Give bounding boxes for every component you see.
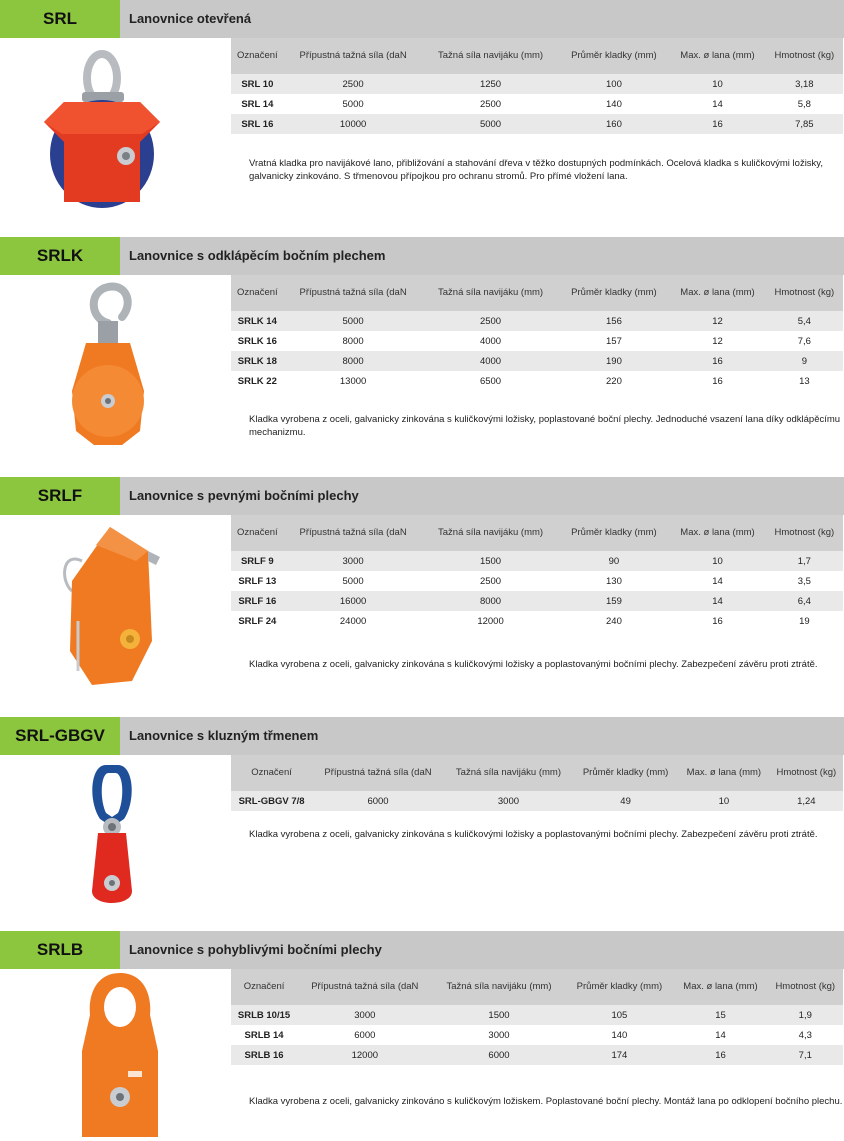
cell: 190	[559, 351, 670, 371]
table-row	[231, 331, 843, 351]
cell: 5,8	[797, 98, 811, 110]
cell: 2500	[284, 74, 423, 94]
cell: 10	[669, 74, 765, 94]
cell: 90	[559, 551, 670, 571]
section-header	[0, 237, 844, 275]
cell: 7,1	[768, 1045, 843, 1065]
cell: 3,18	[766, 74, 843, 94]
cell: SRL-GBGV 7/8	[231, 791, 312, 811]
cell: 10	[669, 551, 765, 571]
open-snatch-block-icon	[22, 42, 172, 214]
col-header-diameter: Průměr kladky (mm)	[565, 969, 673, 1005]
cell: 1,9	[768, 1005, 843, 1025]
col-header-winch: Tažná síla navijáku (mm)	[433, 969, 566, 1005]
cell: SRLF 13	[238, 575, 277, 587]
cell: 159	[559, 591, 670, 611]
col-header-winch: Tažná síla navijáku (mm)	[423, 275, 559, 311]
cell: SRL 16	[231, 114, 284, 134]
cell: 8000	[284, 351, 423, 371]
col-header-winch: Tažná síla navijáku (mm)	[444, 755, 573, 791]
section-header	[0, 0, 844, 38]
cell: 12	[669, 311, 765, 331]
table-row	[231, 611, 843, 631]
cell: 14	[715, 1029, 726, 1041]
col-header-rope: Max. ø lana (mm)	[673, 969, 767, 1005]
cell: 6000	[354, 1029, 376, 1041]
cell: 2500	[479, 575, 502, 587]
section-title: Lanovnice s pevnými bočními plechy	[129, 488, 359, 503]
cell: 6000	[433, 1045, 566, 1065]
table-row	[231, 114, 843, 134]
table-header-row	[231, 515, 843, 551]
cell: 7,6	[797, 335, 811, 347]
cell: 15	[673, 1005, 767, 1025]
cell: 14	[712, 575, 723, 587]
col-header-diameter: Průměr kladky (mm)	[559, 275, 670, 311]
cell: 8000	[342, 335, 364, 347]
cell: 16	[669, 351, 765, 371]
cell: 6,4	[766, 591, 843, 611]
product-code: SRLF	[0, 477, 120, 515]
table-row	[231, 74, 843, 94]
section-title: Lanovnice s odklápěcím bočním plechem	[129, 248, 386, 263]
col-header-designation: Označení	[231, 515, 284, 551]
col-header-load: Přípustná tažná síla (daN	[284, 275, 423, 311]
cell: SRLB 10/15	[231, 1005, 297, 1025]
cell: 24000	[339, 615, 367, 627]
table-row	[231, 94, 843, 114]
hook-snatch-block-icon	[60, 281, 170, 453]
cell: 14	[712, 98, 723, 110]
cell: 100	[559, 74, 670, 94]
product-code: SRL-GBGV	[0, 717, 120, 755]
cell: 220	[606, 375, 622, 387]
cell: 140	[611, 1029, 628, 1041]
cell: 12000	[297, 1045, 433, 1065]
col-header-weight: Hmotnost (kg)	[770, 755, 843, 791]
cell: 140	[606, 98, 622, 110]
cell: 16000	[284, 591, 423, 611]
cell: 16	[673, 1045, 767, 1065]
table-row	[231, 571, 843, 591]
col-header-diameter: Průměr kladky (mm)	[573, 755, 678, 791]
col-header-diameter: Průměr kladky (mm)	[559, 38, 670, 74]
table-row	[231, 351, 843, 371]
cell: 5000	[342, 98, 364, 110]
cell: 1,24	[770, 791, 843, 811]
cell: 156	[559, 311, 670, 331]
col-header-rope: Max. ø lana (mm)	[678, 755, 770, 791]
cell: SRL 14	[241, 98, 274, 110]
spec-table	[231, 275, 843, 391]
table-row	[231, 1005, 843, 1025]
col-header-rope: Max. ø lana (mm)	[669, 275, 765, 311]
col-header-winch: Tažná síla navijáku (mm)	[423, 38, 559, 74]
cell: 2500	[479, 98, 502, 110]
spec-table	[231, 38, 843, 134]
table-row	[231, 791, 843, 811]
cell: 5,4	[766, 311, 843, 331]
table-row	[231, 311, 843, 331]
spec-table	[231, 755, 843, 811]
cell: 2500	[423, 311, 559, 331]
col-header-weight: Hmotnost (kg)	[766, 275, 843, 311]
cell: SRL 10	[231, 74, 284, 94]
product-description: Vratná kladka pro navijákové lano, přibližování a stahování dřeva v těžko dostupných podmínkách. Ocelová kladka s kuličkovými ložisky, galvanicky zinkováno. S třmenovou přípojkou pro ochranu stromů. Pro přímé vložení lana.	[249, 158, 823, 182]
section-title: Lanovnice otevřená	[129, 11, 252, 26]
product-code: SRL	[0, 0, 120, 38]
product-description: Kladka vyrobena z oceli, galvanicky zinkováno s kuličkovým ložiskem. Poplastované boční plechy. Montáž lana po odklopení bočního plechu.	[249, 1096, 843, 1107]
cell: 130	[606, 575, 622, 587]
cell: 3000	[297, 1005, 433, 1025]
cell: SRLF 9	[231, 551, 284, 571]
cell: 3000	[284, 551, 423, 571]
spec-table	[231, 515, 843, 631]
cell: 49	[573, 791, 678, 811]
section-header	[0, 477, 844, 515]
cell: 13	[799, 375, 810, 387]
cell: 157	[606, 335, 622, 347]
cell: SRLB 14	[244, 1029, 284, 1041]
col-header-designation: Označení	[231, 755, 312, 791]
cell: 19	[799, 615, 810, 627]
cell: SRLK 14	[231, 311, 284, 331]
table-row	[231, 551, 843, 571]
cell: 1250	[423, 74, 559, 94]
cell: 1500	[433, 1005, 566, 1025]
cell: 5000	[284, 311, 423, 331]
col-header-designation: Označení	[231, 275, 284, 311]
col-header-rope: Max. ø lana (mm)	[669, 38, 765, 74]
cell: 10000	[284, 114, 423, 134]
cell: SRLF 16	[231, 591, 284, 611]
col-header-designation: Označení	[231, 38, 284, 74]
table-header-row	[231, 275, 843, 311]
product-description: Kladka vyrobena z oceli, galvanicky zinkována s kuličkovými ložisky a poplastovanými bočními plechy. Zabezpečení závěru proti ztrátě.	[249, 659, 818, 670]
cell: 16	[712, 615, 723, 627]
swivel-plate-block-icon	[70, 971, 170, 1141]
col-header-load: Přípustná tažná síla (daN	[312, 755, 444, 791]
cell: SRLB 16	[231, 1045, 297, 1065]
cell: 3,5	[797, 575, 811, 587]
fixed-plate-block-icon	[52, 521, 172, 693]
section-header	[0, 931, 844, 969]
col-header-load: Přípustná tažná síla (daN	[297, 969, 433, 1005]
cell: 1500	[423, 551, 559, 571]
cell: 4,3	[798, 1029, 812, 1041]
table-header-row	[231, 38, 843, 74]
cell: SRLK 18	[231, 351, 284, 371]
cell: 6000	[312, 791, 444, 811]
cell: 5000	[342, 575, 364, 587]
section-title: Lanovnice s pohyblivými bočními plechy	[129, 942, 382, 957]
col-header-weight: Hmotnost (kg)	[766, 38, 843, 74]
cell: 16	[712, 375, 723, 387]
cell: 5000	[423, 114, 559, 134]
cell: 6500	[479, 375, 502, 387]
cell: SRLF 24	[238, 615, 277, 627]
product-description: Kladka vyrobena z oceli, galvanicky zinkována s kuličkovými ložisky a poplastovanými bočními plechy. Zabezpečení závěru proti ztrátě.	[249, 829, 818, 840]
cell: 16	[669, 114, 765, 134]
section-title: Lanovnice s kluzným třmenem	[129, 728, 319, 743]
col-header-load: Přípustná tažná síla (daN	[284, 38, 423, 74]
product-description: Kladka vyrobena z oceli, galvanicky zinkována s kuličkovými ložisky, poplastované boční plechy. Jednoduché vsazení lana díky odklápěcímu mechanizmu.	[249, 414, 841, 438]
table-row	[231, 1045, 843, 1065]
table-row	[231, 1025, 843, 1045]
col-header-rope: Max. ø lana (mm)	[669, 515, 765, 551]
cell: 12	[712, 335, 723, 347]
table-row	[231, 591, 843, 611]
col-header-diameter: Průměr kladky (mm)	[559, 515, 670, 551]
cell: 174	[565, 1045, 673, 1065]
table-header-row	[231, 969, 843, 1005]
cell: 1,7	[766, 551, 843, 571]
cell: 14	[669, 591, 765, 611]
cell: 13000	[339, 375, 367, 387]
cell: 3000	[488, 1029, 510, 1041]
product-code: SRLB	[0, 931, 120, 969]
cell: 240	[606, 615, 622, 627]
product-code: SRLK	[0, 237, 120, 275]
section-header	[0, 717, 844, 755]
cell: 105	[565, 1005, 673, 1025]
cell: 12000	[477, 615, 504, 627]
table-header-row	[231, 755, 843, 791]
col-header-weight: Hmotnost (kg)	[768, 969, 843, 1005]
col-header-weight: Hmotnost (kg)	[766, 515, 843, 551]
col-header-designation: Označení	[231, 969, 297, 1005]
col-header-winch: Tažná síla navijáku (mm)	[423, 515, 559, 551]
cell: 10	[678, 791, 770, 811]
cell: 8000	[423, 591, 559, 611]
col-header-load: Přípustná tažná síla (daN	[284, 515, 423, 551]
cell: SRLK 16	[237, 335, 277, 347]
table-row	[231, 371, 843, 391]
cell: SRLK 22	[237, 375, 277, 387]
cell: 3000	[444, 791, 573, 811]
cell: 7,85	[766, 114, 843, 134]
cell: 4000	[423, 351, 559, 371]
spec-table	[231, 969, 843, 1065]
cell: 4000	[479, 335, 502, 347]
sliding-shackle-block-icon	[84, 761, 144, 913]
cell: 160	[559, 114, 670, 134]
cell: 9	[766, 351, 843, 371]
